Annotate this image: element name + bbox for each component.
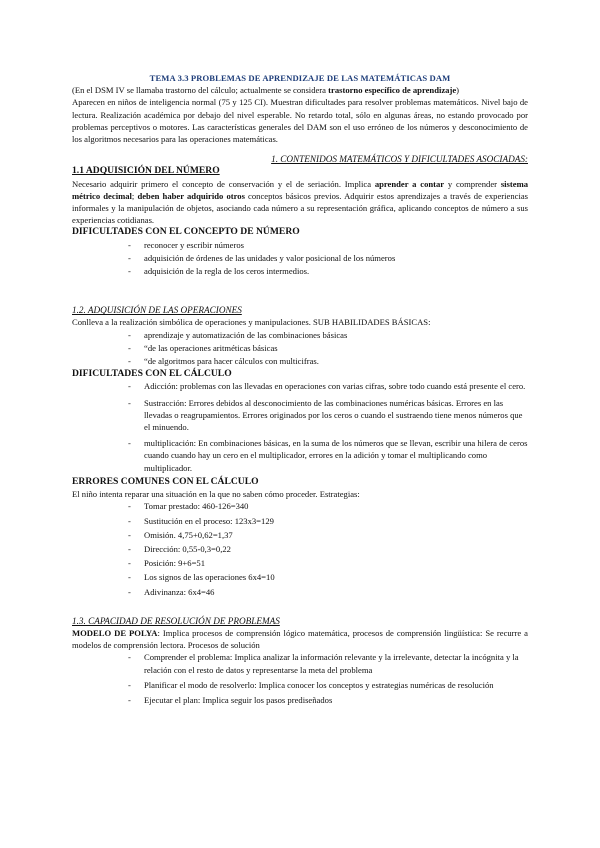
- intro-paragraph-2: Aparecen en niños de inteligencia normal (75 y 125 CI). Muestran dificultades para resolver problemas matemáticos. Nivel bajo de lectura. Realización académica por debajo del nivel esperable. No retardo total, sólo en algunas áreas, no estando provocado por problemas perceptivos o motores. Las características generales del DAM son el uso erróneo de los números y desconocimiento de los algoritmos necesarios para las operaciones matemáticas.: [72, 97, 528, 145]
- intro-bold-term: trastorno específico de aprendizaje: [328, 85, 457, 96]
- list-item: - Los signos de las operaciones 6x4=10: [128, 571, 528, 583]
- section-1-heading: 1. CONTENIDOS MATEMÁTICOS Y DIFICULTADES ASOCIADAS:: [271, 154, 528, 165]
- section-1-2-heading: 1.2. ADQUISICIÓN DE LAS OPERACIONES: [72, 305, 242, 316]
- list-item: - Tomar prestado: 460-126=340: [128, 500, 528, 512]
- section-1-3-heading: 1.3. CAPACIDAD DE RESOLUCIÓN DE PROBLEMAS: [72, 615, 280, 626]
- list-item: - Adivinanza: 6x4=46: [128, 586, 528, 598]
- list-item: - Planificar el modo de resolverlo: Implica conocer los conceptos y estrategias numéricas de resolución: [128, 679, 528, 691]
- common-errors-paragraph: El niño intenta reparar una situación en la que no saben cómo proceder. Estrategias:: [72, 489, 360, 500]
- intro-text: (En el DSM IV se llamaba trastorno del cálculo; actualmente se considera: [72, 85, 329, 96]
- intro-close-paren: ): [456, 85, 460, 96]
- s11-bold-3: deben haber adquirido otros: [137, 190, 245, 201]
- list-item: - aprendizaje y automatización de las combinaciones básicas: [128, 329, 528, 341]
- list-item: - Dirección: 0,55-0,3=0,22: [128, 543, 528, 555]
- number-difficulties-list: [72, 239, 528, 278]
- list-item: - Comprender el problema: Implica analizar la información relevante y la irrelevante, detectar la incógnita y la relación con el resto de datos y representarse la meta del problema: [128, 651, 528, 675]
- list-item: - reconocer y escribir números: [128, 239, 528, 251]
- section-1-2-paragraph: Conlleva a la realización simbólica de operaciones y manipulaciones. SUB HABILIDADES BÁSICAS:: [72, 317, 431, 328]
- polya-text: : Implica procesos de comprensión lógico matemática, procesos de comprensión lingüística: Se recurre a modelos de comprensión lectora. Procesos de solución: [72, 627, 528, 651]
- document-title: TEMA 3.3 PROBLEMAS DE APRENDIZAJE DE LAS MATEMÁTICAS DAM: [149, 73, 451, 83]
- polya-steps-list: [72, 651, 528, 706]
- s11-bold-1: aprender a contar: [374, 178, 445, 189]
- intro-paragraph-1: [72, 84, 528, 96]
- polya-model-label: MODELO DE POLYA: [72, 627, 158, 638]
- sub-skills-list: [72, 329, 528, 368]
- number-difficulties-heading: DIFICULTADES CON EL CONCEPTO DE NÚMERO: [72, 226, 300, 238]
- s11-text-2: y comprender: [444, 178, 501, 189]
- s11-text-4: conceptos básicos previos. Adquirir estos aprendizajes a través de experiencias informales y la manipulación de objetos, asociando cada número a su representación gráfica, aplicando conceptos de número a sus experiencias cotidianas.: [72, 190, 528, 226]
- calculation-difficulties-list: [72, 380, 528, 473]
- list-item: - “de las operaciones aritméticas básicas: [128, 342, 528, 354]
- list-item: - adquisición de órdenes de las unidades y valor posicional de los números: [128, 252, 528, 264]
- common-errors-heading: ERRORES COMUNES CON EL CÁLCULO: [72, 475, 259, 487]
- section-1-1-paragraph: [72, 178, 528, 227]
- document-page: [72, 72, 528, 707]
- list-item: - “de algoritmos para hacer cálculos con multicifras.: [128, 355, 528, 367]
- s11-text-1: Necesario adquirir primero el concepto de conservación y el de seriación. Implica: [72, 178, 375, 189]
- s11-bold-2: sistema métrico decimal: [72, 178, 529, 201]
- polya-paragraph: [72, 627, 528, 651]
- list-item: - Ejecutar el plan: Implica seguir los pasos prediseñados: [128, 694, 528, 706]
- calculation-difficulties-heading: DIFICULTADES CON EL CÁLCULO: [72, 368, 232, 380]
- list-item: - Omisión. 4,75+0,62=1,37: [128, 529, 528, 541]
- list-item: - Posición: 9+6=51: [128, 557, 528, 569]
- list-item: - multiplicación: En combinaciones básicas, en la suma de los números que se llevan, escribir una hilera de ceros cuando cuando hay un cero en el multiplicador, errores en la adición y tomar el multiplicando como multiplicador.: [128, 437, 528, 474]
- list-item: - Sustracción: Errores debidos al desconocimiento de las combinaciones numéricas básicas. Errores en las llevadas o reagrupamientos. Errores originados por los ceros o cuando el sustraendo tiene menos números que el minuendo.: [128, 397, 528, 434]
- s11-text-3: ;: [131, 190, 138, 201]
- list-item: - Sustitución en el proceso: 123x3=129: [128, 515, 528, 527]
- list-item: - adquisición de la regla de los ceros intermedios.: [128, 265, 528, 277]
- list-item: - Adicción: problemas con las llevadas en operaciones con varias cifras, sobre todo cuando está presente el cero.: [128, 380, 528, 392]
- section-1-1-heading: 1.1 ADQUISICIÓN DEL NÚMERO: [72, 165, 220, 177]
- common-errors-list: [72, 500, 528, 597]
